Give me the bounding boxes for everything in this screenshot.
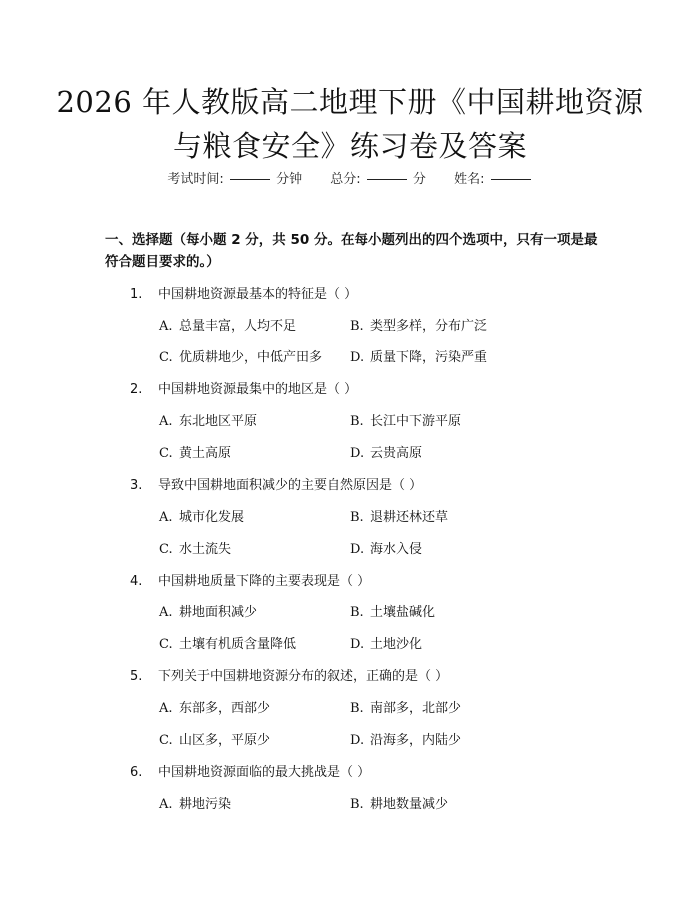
option-letter: C.: [159, 542, 173, 557]
option-letter: A.: [159, 319, 173, 334]
option-letter: C.: [159, 446, 173, 461]
question-4: [130, 570, 370, 589]
option-5c: [159, 729, 270, 748]
option-letter: D.: [350, 733, 365, 748]
option-letter: D.: [350, 542, 365, 557]
option-letter: C.: [159, 350, 173, 365]
question-5: [130, 665, 448, 684]
option-2b: [350, 410, 461, 429]
question-number: 2.: [130, 382, 143, 397]
document-title: [0, 80, 700, 168]
option-letter: B.: [350, 510, 364, 525]
option-6a: [159, 793, 231, 812]
option-text: 水土流失: [179, 542, 232, 557]
option-3a: [159, 506, 244, 525]
option-text: 土地沙化: [370, 637, 423, 652]
option-letter: A.: [159, 701, 173, 716]
option-4b: [350, 601, 435, 620]
option-letter: A.: [159, 797, 173, 812]
title-line-1: 2026 年人教版高二地理下册《中国耕地资源: [56, 85, 644, 119]
total-score-label: 总分:: [330, 172, 361, 187]
option-letter: A.: [159, 605, 173, 620]
section-heading: 一、选择题（每小题 2 分，共 50 分。在每小题列出的四个选项中，只有一项是最符合题目要求的。）: [105, 232, 598, 270]
question-text: 中国耕地资源面临的最大挑战是（ ）: [158, 765, 371, 780]
question-number: 3.: [130, 478, 143, 493]
exam-info-line: [0, 168, 700, 187]
option-text: 土壤有机质含量降低: [179, 637, 297, 652]
option-letter: D.: [350, 446, 365, 461]
total-score-field: [330, 168, 426, 187]
exam-time-blank: [230, 178, 270, 180]
option-3b: [350, 506, 448, 525]
option-text: 沿海多，内陆少: [370, 733, 462, 748]
option-5d: [350, 729, 461, 748]
option-3d: [350, 538, 422, 557]
option-letter: B.: [350, 414, 364, 429]
option-text: 黄土高原: [179, 446, 232, 461]
option-1d: [350, 346, 487, 365]
option-text: 总量丰富，人均不足: [179, 319, 297, 334]
option-2a: [159, 410, 257, 429]
question-number: 5.: [130, 669, 143, 684]
question-number: 1.: [130, 287, 143, 302]
option-6b: [350, 793, 448, 812]
question-text: 中国耕地质量下降的主要表现是（ ）: [158, 574, 371, 589]
question-3: [130, 474, 422, 493]
option-letter: B.: [350, 605, 364, 620]
question-number: 4.: [130, 574, 143, 589]
name-field: [454, 168, 533, 187]
option-1c: [159, 346, 322, 365]
question-1: [130, 283, 357, 302]
option-4c: [159, 633, 296, 652]
option-letter: D.: [350, 350, 365, 365]
question-text: 导致中国耕地面积减少的主要自然原因是（ ）: [158, 478, 423, 493]
option-5b: [350, 697, 461, 716]
question-6: [130, 761, 370, 780]
option-letter: B.: [350, 319, 364, 334]
option-text: 南部多，北部少: [370, 701, 462, 716]
option-4a: [159, 601, 257, 620]
option-text: 类型多样，分布广泛: [370, 319, 488, 334]
option-1a: [159, 315, 296, 334]
option-text: 优质耕地少，中低产田多: [179, 350, 323, 365]
option-letter: B.: [350, 701, 364, 716]
option-text: 土壤盐碱化: [370, 605, 436, 620]
option-letter: A.: [159, 510, 173, 525]
name-label: 姓名:: [454, 172, 485, 187]
option-text: 海水入侵: [370, 542, 423, 557]
question-text: 下列关于中国耕地资源分布的叙述，正确的是（ ）: [158, 669, 449, 684]
option-text: 东北地区平原: [179, 414, 258, 429]
option-text: 云贵高原: [370, 446, 423, 461]
option-letter: D.: [350, 637, 365, 652]
title-line-2: 与粮食安全》练习卷及答案: [172, 129, 527, 163]
option-text: 东部多，西部少: [179, 701, 271, 716]
question-number: 6.: [130, 765, 143, 780]
total-score-blank: [367, 178, 407, 180]
option-text: 山区多，平原少: [179, 733, 271, 748]
exam-time-label: 考试时间:: [167, 172, 224, 187]
question-2: [130, 378, 357, 397]
question-text: 中国耕地资源最集中的地区是（ ）: [158, 382, 358, 397]
exam-time-unit: 分钟: [276, 172, 303, 187]
option-text: 退耕还林还草: [370, 510, 449, 525]
option-text: 城市化发展: [179, 510, 245, 525]
exam-time-field: [167, 168, 302, 187]
option-letter: C.: [159, 733, 173, 748]
option-letter: C.: [159, 637, 173, 652]
total-score-unit: 分: [412, 172, 426, 187]
name-blank: [491, 178, 531, 180]
option-text: 耕地污染: [179, 797, 232, 812]
option-letter: B.: [350, 797, 364, 812]
option-5a: [159, 697, 270, 716]
option-text: 长江中下游平原: [370, 414, 462, 429]
option-text: 耕地面积减少: [179, 605, 258, 620]
option-3c: [159, 538, 231, 557]
question-text: 中国耕地资源最基本的特征是（ ）: [158, 287, 358, 302]
option-4d: [350, 633, 422, 652]
option-1b: [350, 315, 487, 334]
option-text: 耕地数量减少: [370, 797, 449, 812]
option-letter: A.: [159, 414, 173, 429]
option-2c: [159, 442, 231, 461]
option-text: 质量下降，污染严重: [370, 350, 488, 365]
option-2d: [350, 442, 422, 461]
